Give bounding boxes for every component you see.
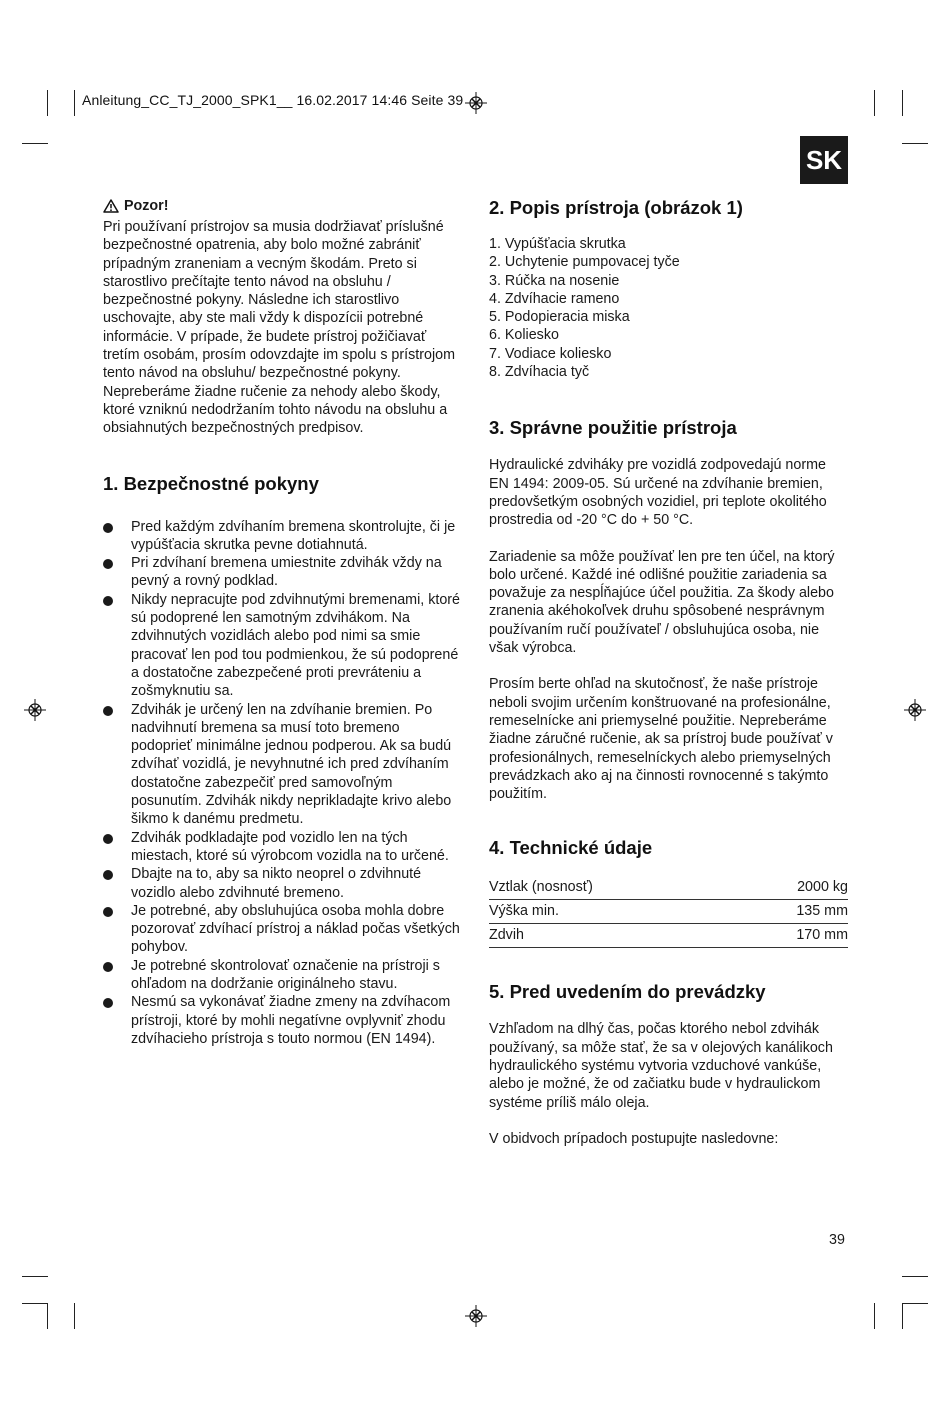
crop-mark — [74, 1303, 75, 1329]
crop-mark — [74, 90, 75, 116]
spec-label: Vztlak (nosnosť) — [489, 876, 729, 900]
list-item: Je potrebné, aby obsluhujúca osoba mohla dobre pozorovať zdvíhací prístroj a náklad počas všetkých pohybov. — [103, 902, 463, 957]
print-slug: Anleitung_CC_TJ_2000_SPK1__ 16.02.2017 14:46 Seite 39 — [82, 92, 464, 108]
section-title: 3. Správne použitie prístroja — [489, 417, 737, 439]
bullet-icon — [103, 998, 113, 1008]
bullet-icon — [103, 559, 113, 569]
language-badge: SK — [800, 136, 848, 184]
bullet-icon — [103, 834, 113, 844]
crop-mark — [47, 90, 48, 116]
registration-mark-icon — [904, 699, 926, 721]
list-item: 4. Zdvíhacie rameno — [489, 290, 620, 307]
list-item: 7. Vodiace koliesko — [489, 345, 612, 362]
bullet-icon — [103, 907, 113, 917]
paragraph: V obidvoch prípadoch postupujte nasledovne: — [489, 1130, 779, 1147]
warning-heading — [103, 196, 463, 216]
spec-label: Výška min. — [489, 900, 729, 924]
crop-mark — [902, 1276, 928, 1277]
crop-mark — [22, 1303, 48, 1304]
registration-mark-icon — [465, 92, 487, 114]
table-row — [489, 876, 848, 900]
crop-mark — [902, 1303, 928, 1304]
crop-mark — [902, 1303, 903, 1329]
parts-list — [489, 235, 849, 381]
list-item: 5. Podopieracia miska — [489, 309, 630, 326]
paragraph: Prosím berte ohľad na skutočnosť, že naše prístroje neboli svojim určením konštruované na profesionálne, remeselnícke ani priemyselné použitie. Nepreberáme žiadne záručné ručenie, ak sa prístroj bude používať v profesionálnych, remeselníckych alebo priemyselných prevádzkach ako aj na činnosti rovnocenné s takýmto použitím. — [489, 676, 833, 803]
paragraph: Zariadenie sa môže používať len pre ten účel, na ktorý bolo určené. Každé iné odlišné použitie zariadenia sa považuje za nespĺňajúce účel použitia. Za škody alebo zranenia akéhokoľvek druhu spôsobené nesprávnym používaním ručí používateľ / obsluhujúca osoba, nie však výrobca. — [489, 548, 835, 657]
bullet-icon — [103, 706, 113, 716]
crop-mark — [874, 1303, 875, 1329]
section-title: 1. Bezpečnostné pokyny — [103, 472, 319, 494]
bullet-icon — [103, 596, 113, 606]
bullet-icon — [103, 523, 113, 533]
list-item: 3. Rúčka na nosenie — [489, 272, 620, 289]
crop-mark — [47, 1303, 48, 1329]
spec-value: 2000 kg — [729, 876, 848, 900]
table-row — [489, 924, 848, 948]
spec-label: Zdvih — [489, 924, 729, 948]
list-item: 1. Vypúšťacia skrutka — [489, 236, 626, 252]
section-title: 4. Technické údaje — [489, 837, 653, 859]
list-item: Pred každým zdvíhaním bremena skontrolujte, či je vypúšťacia skrutka pevne dotiahnutá. — [103, 518, 463, 555]
crop-mark — [902, 143, 928, 144]
registration-mark-icon — [24, 699, 46, 721]
safety-list — [103, 518, 463, 1049]
list-item: 8. Zdvíhacia tyč — [489, 364, 590, 381]
list-item: 2. Uchytenie pumpovacej tyče — [489, 254, 680, 271]
right-column — [489, 196, 849, 1148]
section-title: 5. Pred uvedením do prevádzky — [489, 981, 766, 1003]
crop-mark — [22, 143, 48, 144]
page-number: 39 — [829, 1232, 845, 1248]
crop-mark — [22, 1276, 48, 1277]
list-item: Nesmú sa vykonávať žiadne zmeny na zdvíhacom prístroji, ktoré by mohli negatívne ovplyvniť zhodu zdvíhacieho prístroja s touto normou (EN 1494). — [103, 993, 463, 1048]
paragraph: Hydraulické zdviháky pre vozidlá zodpovedajú norme EN 1494: 2009-05. Sú určené na zdvíhanie bremien, predovšetkým osobných vozidiel, pri teplote okolitého prostredia od -20 °C do + 50 °C. — [489, 457, 827, 529]
list-item: Zdvihák je určený len na zdvíhanie bremien. Po nadvihnutí bremena sa musí toto bremeno podoprieť minimálne jednou podperou. Ak sa budú zdvíhať vozidlá, je nevyhnutné ich pred zdvíhaním dostatočne zabezpečiť pred samovoľným posunutím. Zdvihák nikdy neprikladajte krivo alebo šikmo k danému predmetu. — [103, 701, 463, 829]
section-title: 2. Popis prístroja (obrázok 1) — [489, 197, 743, 218]
warning-title: Pozor! — [124, 198, 169, 214]
spec-value: 170 mm — [729, 924, 848, 948]
list-item: Zdvihák podkladajte pod vozidlo len na tých miestach, ktoré sú výrobcom vozidla na to určené. — [103, 829, 463, 866]
spec-value: 135 mm — [729, 900, 848, 924]
spec-table — [489, 876, 848, 948]
left-column — [103, 196, 463, 1048]
list-item: Pri zdvíhaní bremena umiestnite zdvihák vždy na pevný a rovný podklad. — [103, 554, 463, 591]
bullet-icon — [103, 962, 113, 972]
paragraph: Vzhľadom na dlhý čas, počas ktorého nebol zdvihák používaný, sa môže stať, že sa v olejových kanálikoch hydraulického systému vytvoria vzduchové vankúše, alebo je možné, že od začiatku bude v hydraulickom systéme príliš málo oleja. — [489, 1021, 833, 1111]
warning-triangle-icon — [103, 199, 119, 213]
warning-text: Pri používaní prístrojov sa musia dodržiavať príslušné bezpečnostné opatrenia, aby bolo možné zabrániť prípadným zraneniam a vecným škodám. Preto si starostlivo prečítajte tento návod na obsluhu / bezpečnostné pokyny. Následne ich starostlivo uschovajte, aby ste mali vždy k dispozícii potrebné informácie. V prípade, že budete prístroj požičiavať tretím osobám, prosím odovzdajte im spolu s prístrojom tento návod na obsluhu/ bezpečnostné pokyny. Nepreberáme žiadne ručenie za nehody alebo škody, ktoré vzniknú nedodržaním tohto návodu na obsluhu a obsiahnutých bezpečnostných predpisov. — [103, 219, 455, 437]
crop-mark — [902, 90, 903, 116]
crop-mark — [874, 90, 875, 116]
table-row — [489, 900, 848, 924]
list-item: Nikdy nepracujte pod zdvihnutými bremenami, ktoré sú podoprené len samotným zdvihákom. Na zdvihnutých vozidlách alebo pod nimi sa smie pracovať len pod tou podmienkou, že sú podoprené a dostatočne zabezpečené proti prevráteniu a zošmyknutiu sa. — [103, 591, 463, 701]
registration-mark-icon — [465, 1305, 487, 1327]
bullet-icon — [103, 870, 113, 880]
list-item: Dbajte na to, aby sa nikto neoprel o zdvihnuté vozidlo alebo zdvihnuté bremeno. — [103, 865, 463, 902]
list-item: Je potrebné skontrolovať označenie na prístroji s ohľadom na dodržanie originálneho stavu. — [103, 957, 463, 994]
list-item: 6. Koliesko — [489, 327, 559, 344]
